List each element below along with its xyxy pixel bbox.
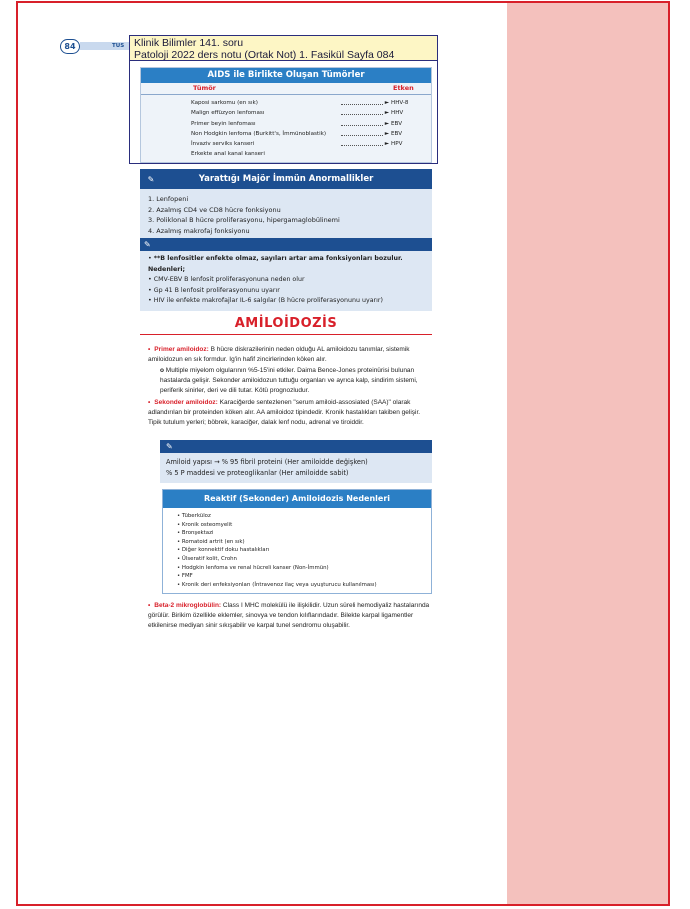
list-item: • **B lenfositler enfekte olmaz, sayıları artar ama fonksiyonları bozulur. Nedenleri; [148,255,403,273]
section-title: AMİLOİDOZİS [234,316,338,331]
tumor-cell: İnvaziv serviks kanseri [191,141,255,148]
aids-table-title: AIDS ile Birlikte Oluşan Tümörler [141,68,431,83]
reaktif-causes-table [162,489,432,594]
etken-cell: EBV [391,130,403,137]
list-item: • Gp 41 B lenfosit proliferasyonunu uyarır [148,286,280,294]
tumor-cell: Primer beyin lenfoması [191,120,256,127]
immune-section-title: Yarattığı Majör İmmün Anormallikler [198,174,374,184]
etken-cell: HHV [391,110,404,117]
arrow-icon: ► [384,141,389,148]
arrow-icon: ► [384,130,389,137]
myelom-paragraph: o Multiple miyelom olgularının %5-15'ini etkiler. Daima Bence-Jones proteinürisi bulunan hastalarda gelişir. Sekonder amiloidozun tuttuğu organları ve ayrıca kalp, sindirim sistemi, periferik sinirler, deri ve dili tutar. Kötü prognozludur. [160,367,418,394]
reaktif-list [163,508,431,589]
list-item: • CMV-EBV B lenfosit proliferasyonuna neden olur [148,276,305,283]
list-item: 4. Azalmış makrofaj fonksiyonu [148,226,250,235]
list-item: • Diğer konnektif doku hastalıkları [177,547,270,554]
pencil-icon: ✎ [166,442,173,451]
sekonder-paragraph: • Sekonder amiloidoz: Karaciğerde sentezlenen "serum amiloid-assosiated (SAA)" olarak adlandırılan bir proteinden köken alır. AA amiloidoz tipindedir. Kronik hastalıkları takiben gelişir. Tipik tutulum yerleri; böbrek, karaciğer, dalak lenf nodu, adrenal ve tiroiddir. [148,399,421,426]
col-etken: Etken [393,84,414,92]
box-line: Amiloid yapısı → % 95 fibril proteini (Her amiloidde değişken) [166,458,368,466]
immune-section [140,169,432,240]
side-panel [507,3,668,904]
box-line: % 5 P maddesi ve proteoglikanlar (Her amiloidde sabit) [166,468,349,477]
box-header [160,440,432,453]
list-item: 2. Azalmış CD4 ve CD8 hücre fonksiyonu [148,205,281,214]
list-item: 3. Poliklonal B hücre proliferasyonu, hipergamaglobülinemi [148,216,340,224]
etken-cell: EBV [391,120,403,127]
list-item: 1. Lenfopeni [148,195,189,203]
list-item: • Tüberküloz [177,513,211,519]
list-item: • Kronik osteomyelit [177,521,233,528]
etken-cell: HHV-8 [391,100,409,106]
tumor-cell: Non Hodgkin lenfoma (Burkitt's, İmmünoblastik) [191,130,327,137]
reaktif-table-title: Reaktif (Sekonder) Amiloidozis Nedenleri [163,490,431,508]
list-item: • FMF [177,573,193,580]
bullet: • [148,399,151,406]
pencil-icon: ✎ [147,174,155,184]
question-reference-overlay [129,35,438,61]
tumor-cell: Malign effüzyon lenfoması [191,110,265,117]
notes-list [140,251,432,311]
header-label: TUS [80,42,136,50]
list-item: • Bronşektazi [177,530,214,537]
pencil-icon: ✎ [144,240,151,249]
beta2-paragraph: • Beta-2 mikroglobülin: Class I MHC molekülü ile ilişkilidir. Uzun süreli hemodiyaliz hastalarında görülür. Birikim özellikle eklemler, sinovya ve tendon kılıflarındadır. Bilekte karpal ligamentler etkilenirse mediyan sinir sıkışabilir ve karpal tunel sendromu oluşabilir. [148,602,430,629]
tumor-cell: Kaposi sarkomu (en sık) [191,100,258,106]
arrow-icon: ► [384,100,389,106]
notes-header [140,238,432,251]
arrow-icon: ► [384,110,389,117]
list-item: • HIV ile enfekte makrofajlar IL-6 salgılar (B hücre proliferasyonunu uyarır) [148,297,383,304]
bullet: • [148,602,151,609]
primer-paragraph: • Primer amiloidoz: B hücre diskrazilerinin neden olduğu AL amiloidozu tanımlar, sistemik amiloidozun en sık formdur. Ig'in hafif zincirlerinden köken alır. [148,346,410,363]
notes-section [140,238,432,311]
arrow-icon: ► [384,120,389,127]
immune-section-header [140,169,432,189]
amiloid-structure-box [160,440,432,483]
etken-cell: HPV [391,141,403,148]
tumor-cell: Erkekte anal kanal kanseri [191,151,265,158]
immune-list [140,189,432,240]
list-item: • Hodgkin lenfoma ve renal hücreli kanser (Non-İmmün) [177,564,329,571]
box-body [160,453,432,483]
list-item: • Ülseratif kolit, Crohn [177,555,237,562]
overlay-line-1: Klinik Bilimler 141. soru [134,37,244,49]
highlight-box [129,60,438,164]
overlay-line-2: Patoloji 2022 ders notu (Ortak Not) 1. Fasikül Sayfa 084 [134,49,395,61]
bullet: • [148,346,151,353]
page-number-badge: 84 [60,39,80,54]
col-tumor: Tümör [193,84,216,92]
divider [140,334,432,335]
list-item: • Kronik deri enfeksiyonları (İntravenoz ilaç veya uyuşturucu kullanılması) [177,581,377,588]
list-item: • Romatoid artrit (en sık) [177,538,245,545]
